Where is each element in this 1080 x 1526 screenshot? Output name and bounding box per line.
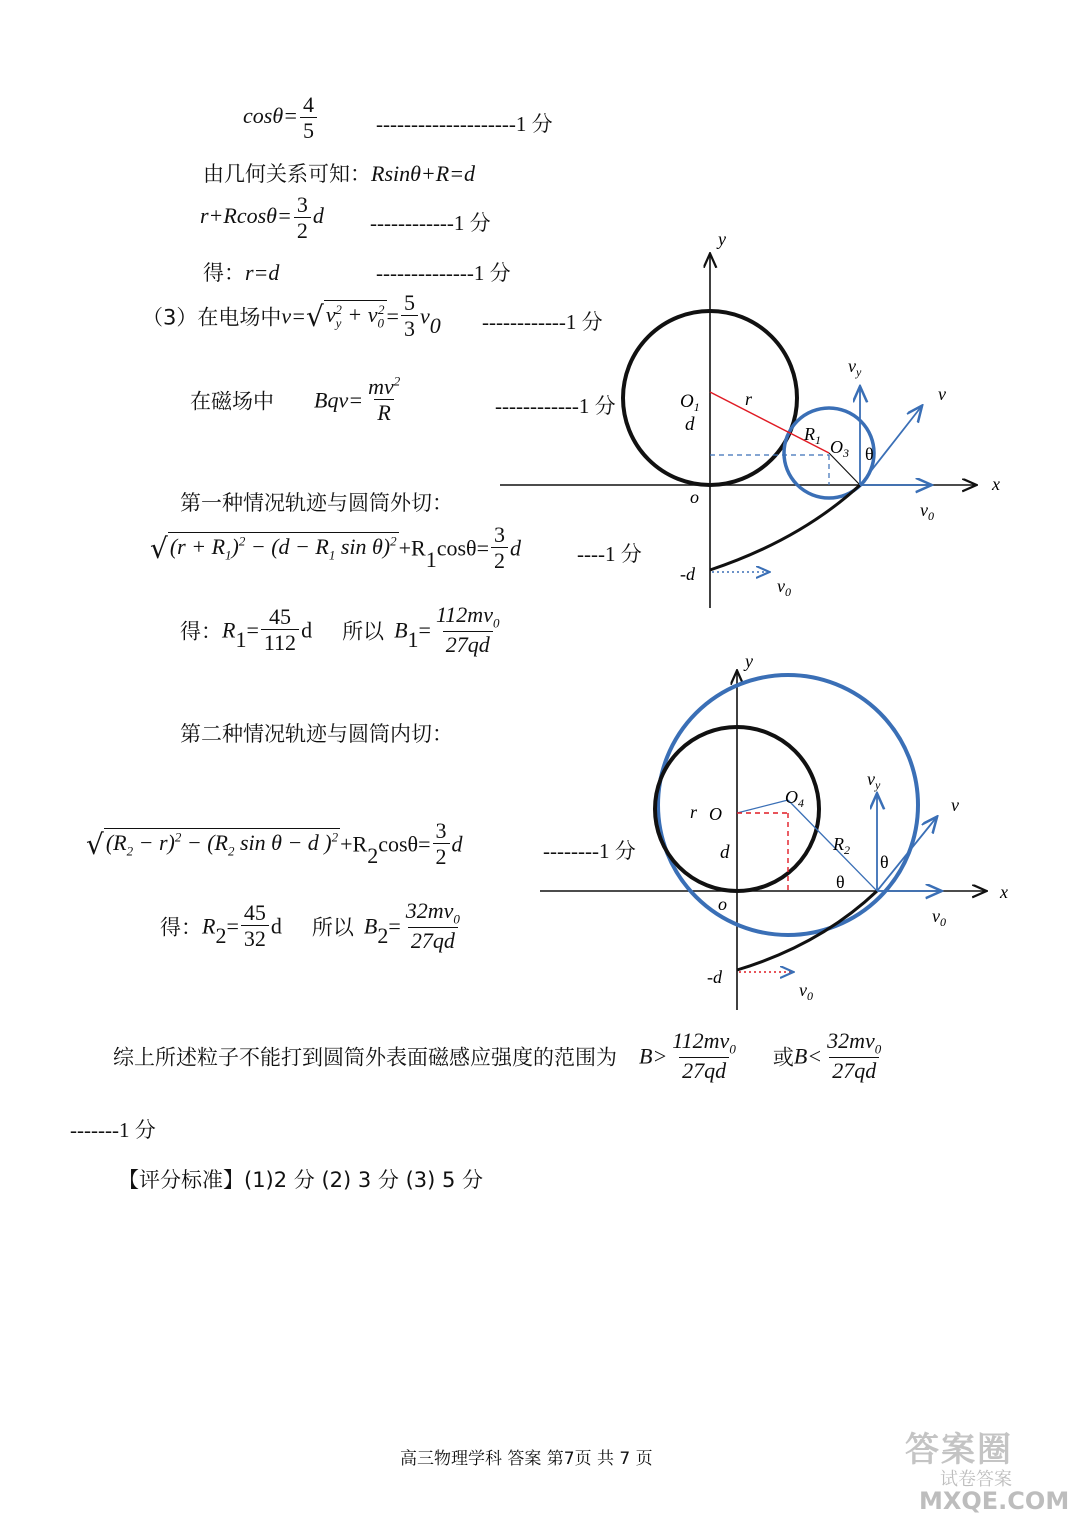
case2-title: 第二种情况轨迹与圆筒内切： <box>180 722 453 746</box>
electric-score: ------------1 分 <box>482 310 603 334</box>
fig2-v-label: v <box>951 795 959 815</box>
watermark-logo <box>905 1422 1070 1522</box>
fig2-theta-upper: θ <box>880 852 889 872</box>
figure-1-external-tangent <box>490 225 1000 620</box>
fig1-v-label: v <box>938 384 946 404</box>
case2-equation: $√(R_2 - r)^2 - (R_2$ sin θ − d )$^2+R_2\cos\theta=$ $\frac{3}{2}$ d <box>86 818 463 870</box>
summary-line: 综上所述粒子不能打到圆筒外表面磁感应强度的范围为 B> $\frac{112mv_0}{27qd}$ 或B< $\frac{32mv_0}{27qd}$ <box>113 1028 882 1084</box>
velocity-radicand: $v_y^2 + v_0^2$ <box>325 301 385 331</box>
fig2-x-label: x <box>1000 882 1008 902</box>
cos-fraction: $\frac{4}{5}$ <box>300 92 317 145</box>
result-r-line: 得：r=d <box>203 260 280 285</box>
fig2-r2-label: $R_2$ <box>833 834 850 857</box>
case2-result: 得：$R_2=$ $\frac{45}{32}$ d 所以 $B_2=$ $\frac{32mv_0}{27qd}$ <box>160 898 460 954</box>
fig2-v0-label: $v_0$ <box>932 906 946 929</box>
geometry-line: 由几何关系可知：Rsinθ+R=d <box>203 161 476 186</box>
fig2-origin-label: o <box>718 894 727 914</box>
fig1-y-label: y <box>718 229 726 249</box>
case1-score: ----1 分 <box>577 542 642 566</box>
r-score: ------------1 分 <box>370 211 491 235</box>
fig2-r-label: r <box>690 802 698 822</box>
fig2-vy-label: $v_y$ <box>867 769 881 792</box>
scoring-standard: 【评分标准】(1)2 分 (2) 3 分 (3) 5 分 <box>118 1168 484 1192</box>
electric-field-line: （3）在电场中$v=√v_y^2 + v_0^2=$ $\frac{5}{3}$ $v_0$ <box>142 290 441 342</box>
watermark-domain: MXQE.COM <box>919 1487 1070 1515</box>
fig1-r1-label: $R_1$ <box>804 424 821 447</box>
case1-equation: $√(r + R_1)^2 - (d - R_1$ $\sin \theta)^2+R_1\cos\theta=$ $\frac{3}{2}$ d <box>150 522 521 574</box>
fig1-neg-d-label: -d <box>680 564 695 584</box>
magnetic-score: ------------1 分 <box>495 394 616 418</box>
fig1-x-label: x <box>992 474 1000 494</box>
fig1-theta-label: θ <box>865 444 874 464</box>
magnetic-field-line: 在磁场中 Bqv= $\frac{mv^2}{R}$ <box>190 373 401 426</box>
fig1-o1-label: $O_1$ <box>680 391 700 414</box>
result-r-score: --------------1 分 <box>376 261 511 285</box>
fig2-v0-bottom-label: $v_0$ <box>799 980 813 1003</box>
fig1-v0-label: $v_0$ <box>920 500 934 523</box>
fig2-y-label: y <box>745 651 753 671</box>
cos-score: --------------------1 分 <box>376 112 553 136</box>
case1-title: 第一种情况轨迹与圆筒外切： <box>180 491 453 515</box>
fig2-d-label: d <box>720 842 730 863</box>
case2-score: --------1 分 <box>543 839 636 863</box>
fig1-v0-bottom-label: $v_0$ <box>777 576 791 599</box>
watermark-subtitle: 试卷答案 <box>940 1469 1012 1490</box>
cos-lhs: cosθ= <box>243 102 298 128</box>
fig1-d-label: d <box>685 414 695 435</box>
fig2-radius-r <box>737 800 788 813</box>
watermark-title: 答案圈 <box>905 1430 1013 1470</box>
case1-result: 得：$R_1=$ $\frac{45}{112}$ d 所以 $B_1=$ $\frac{112mv_0}{27qd}$ <box>180 602 500 658</box>
fig2-o4-label: $O_4$ <box>785 787 804 810</box>
cos-theta-line <box>243 92 319 145</box>
summary-score: -------1 分 <box>70 1118 156 1142</box>
r-equation-line: r+Rcosθ= $\frac{3}{2}$ d <box>200 192 324 244</box>
fig1-o3-label: $O_3$ <box>830 437 849 460</box>
fig1-origin-label: o <box>690 487 699 507</box>
fig2-neg-d-label: -d <box>707 967 722 987</box>
fig2-theta-lower: θ <box>836 872 845 892</box>
fig1-r-label: r <box>745 389 753 409</box>
page-footer: 高三物理学科 答案 第7页 共 7 页 <box>400 1449 653 1469</box>
fig2-o-label: O <box>709 804 722 824</box>
fig1-vy-label: $v_y$ <box>848 356 862 379</box>
figure-2-internal-tangent <box>530 650 1025 1020</box>
